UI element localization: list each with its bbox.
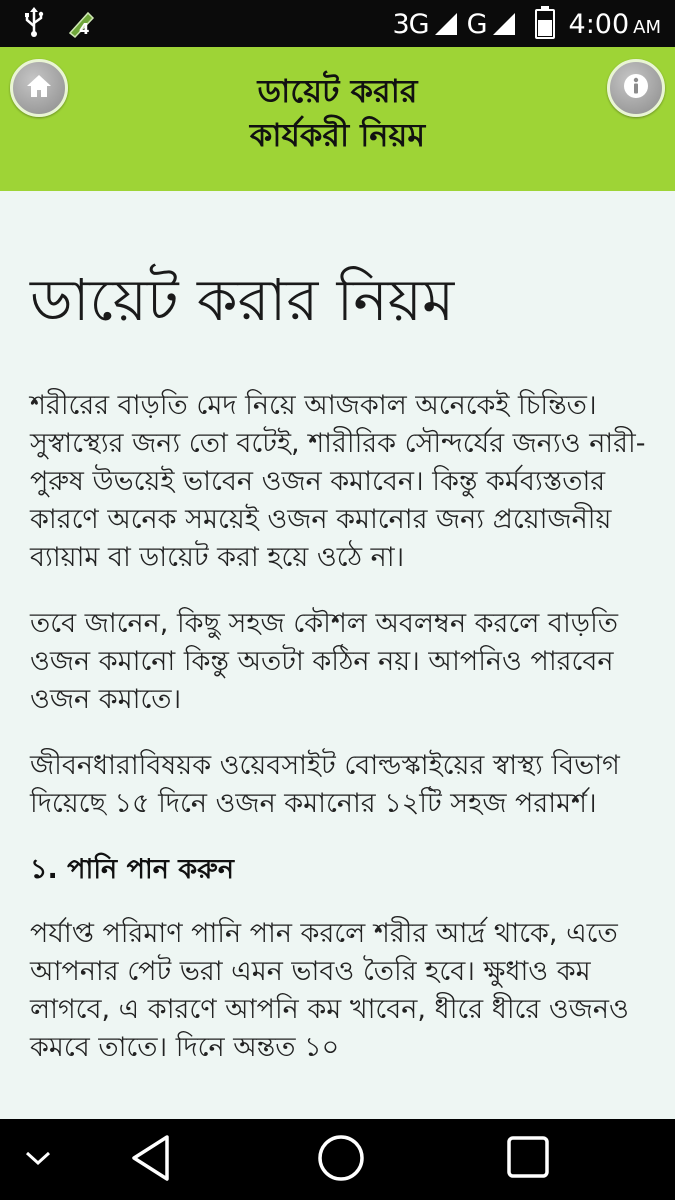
home-circle-icon bbox=[316, 1133, 366, 1187]
article-scroll-area[interactable] bbox=[0, 191, 675, 1119]
app-title-line2: কার্যকরী নিয়ম bbox=[249, 116, 426, 154]
battery-saver-icon bbox=[66, 9, 96, 39]
home-nav-button[interactable] bbox=[314, 1133, 368, 1187]
clock-time: 4:00 bbox=[568, 8, 630, 40]
clock bbox=[569, 9, 661, 40]
network-type-g: G bbox=[466, 8, 487, 40]
navigation-bar bbox=[0, 1119, 675, 1200]
usb-icon bbox=[22, 6, 46, 42]
app-header bbox=[0, 47, 675, 191]
info-button[interactable] bbox=[607, 59, 665, 117]
network-type-3g: 3G bbox=[392, 8, 429, 40]
status-bar bbox=[0, 0, 675, 47]
signal-icon bbox=[435, 13, 457, 35]
info-icon bbox=[622, 72, 650, 104]
home-icon bbox=[25, 73, 53, 103]
app-title bbox=[120, 69, 555, 157]
article-paragraph-1: শরীরের বাড়তি মেদ নিয়ে আজকাল অনেকেই চিন্তিত। সুস্বাস্থ্যের জন্য তো বটেই, শারীরিক সৌন্দর্যের জন্যও নারী-পুরুষ উভয়েই ভাবেন ওজন কমাবেন। কিন্তু কর্মব্যস্ততার কারণে অনেক সময়েই ওজন কমানোর জন্য প্রয়োজনীয় ব্যায়াম বা ডায়েট করা হয়ে ওঠে না। bbox=[30, 390, 646, 573]
home-button[interactable] bbox=[10, 59, 68, 117]
back-triangle-icon bbox=[129, 1134, 171, 1186]
article bbox=[30, 191, 650, 1067]
app-title-line1: ডায়েট করার bbox=[257, 72, 418, 110]
clock-ampm: AM bbox=[633, 16, 661, 38]
article-title: ডায়েট করার নিয়ম bbox=[30, 266, 455, 334]
battery-icon bbox=[535, 9, 555, 39]
chevron-down-icon bbox=[23, 1148, 53, 1172]
collapse-button[interactable] bbox=[18, 1145, 58, 1175]
battery-saver-badge: 4 bbox=[79, 20, 90, 38]
article-paragraph-3: জীবনধারাবিষয়ক ওয়েবসাইট বোল্ডস্কাইয়ের স্বাস্থ্য বিভাগ দিয়েছে ১৫ দিনে ওজন কমানোর ১২টি সহজ পরামর্শ। bbox=[30, 750, 620, 819]
recents-square-icon bbox=[506, 1135, 550, 1183]
article-paragraph-4: পর্যাপ্ত পরিমাণ পানি পান করলে শরীর আর্দ্র থাকে, এতে আপনার পেট ভরা এমন ভাবও তৈরি হবে। ক্ষুধাও কম লাগবে, এ কারণে আপনি কম খাবেন, ধীরে ধীরে ওজনও কমবে তাতে। দিনে অন্তত ১০ bbox=[30, 918, 629, 1063]
article-paragraph-2: তবে জানেন, কিছু সহজ কৌশল অবলম্বন করলে বাড়তি ওজন কমানো কিন্তু অতটা কঠিন নয়। আপনিও পারবেন ওজন কমাতে। bbox=[30, 608, 619, 715]
article-subheading-1: ১. পানি পান করুন bbox=[30, 854, 234, 885]
back-button[interactable] bbox=[125, 1134, 175, 1186]
signal-icon-2 bbox=[493, 13, 515, 35]
recents-button[interactable] bbox=[504, 1135, 552, 1183]
